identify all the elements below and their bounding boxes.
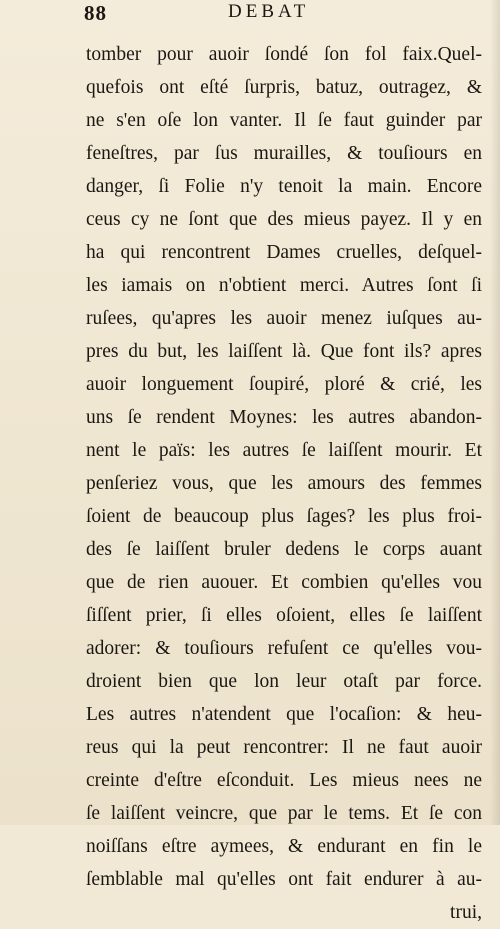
text-line: ſoient de beaucoup plus ſages? les plus froi- xyxy=(86,506,482,527)
text-line: droient bien que lon leur otaſt par force. xyxy=(86,671,482,692)
text-line: ne s'en oſe lon vanter. Il ſe faut guinder par xyxy=(86,110,482,131)
text-line: les iamais on n'obtient merci. Autres ſont ſi xyxy=(86,275,482,296)
page-number: 88 xyxy=(84,1,107,25)
text-line: tomber pour auoir ſondé ſon fol faix.Quel- xyxy=(86,44,482,65)
text-line: des ſe laiſſent bruler dedens le corps auant xyxy=(86,539,482,560)
text-line: quefois ont eſté ſurpris, batuz, outragez, & xyxy=(86,77,482,98)
text-line: ruſees, qu'apres les auoir menez iuſques au- xyxy=(86,308,482,329)
catchword: trui, xyxy=(450,902,482,923)
text-line: Les autres n'atendent que l'ocaſion: & heu- xyxy=(86,704,482,725)
text-line: pres du but, les laiſſent là. Que font ils? apres xyxy=(86,341,482,362)
text-line: nent le païs: les autres ſe laiſſent mourir. Et xyxy=(86,440,482,461)
text-line: reus qui la peut rencontrer: Il ne faut auoir xyxy=(86,737,482,758)
running-head xyxy=(0,0,500,28)
text-line: feneſtres, par ſus murailles, & touſiours en xyxy=(86,143,482,164)
text-line: ſiſſent prier, ſi elles oſoient, elles ſe laiſſent xyxy=(86,605,482,626)
text-line: penſeriez vous, que les amours des femmes xyxy=(86,473,482,494)
page-edge-shadow xyxy=(490,0,500,825)
text-line: creinte d'eſtre eſconduit. Les mieus nees ne xyxy=(86,770,482,791)
text-line: que de rien auouer. Et combien qu'elles vou xyxy=(86,572,482,593)
text-line: ſe laiſſent veincre, que par le tems. Et ſe con xyxy=(86,803,482,824)
text-line: adorer: & touſiours refuſent ce qu'elles vou- xyxy=(86,638,482,659)
running-title: DEBAT xyxy=(228,1,310,22)
text-line: ceus cy ne ſont que des mieus payez. Il y en xyxy=(86,209,482,230)
text-line: uns ſe rendent Moynes: les autres abandon- xyxy=(86,407,482,428)
text-line: ſemblable mal qu'elles ont fait endurer à au- xyxy=(86,869,482,890)
text-line: auoir longuement ſoupiré, ploré & crié, les xyxy=(86,374,482,395)
body-text xyxy=(86,38,482,929)
text-line: ha qui rencontrent Dames cruelles, deſquel- xyxy=(86,242,482,263)
text-line: noiſſans eſtre aymees, & endurant en fin le xyxy=(86,836,482,857)
text-line: danger, ſi Folie n'y tenoit la main. Encore xyxy=(86,176,482,197)
